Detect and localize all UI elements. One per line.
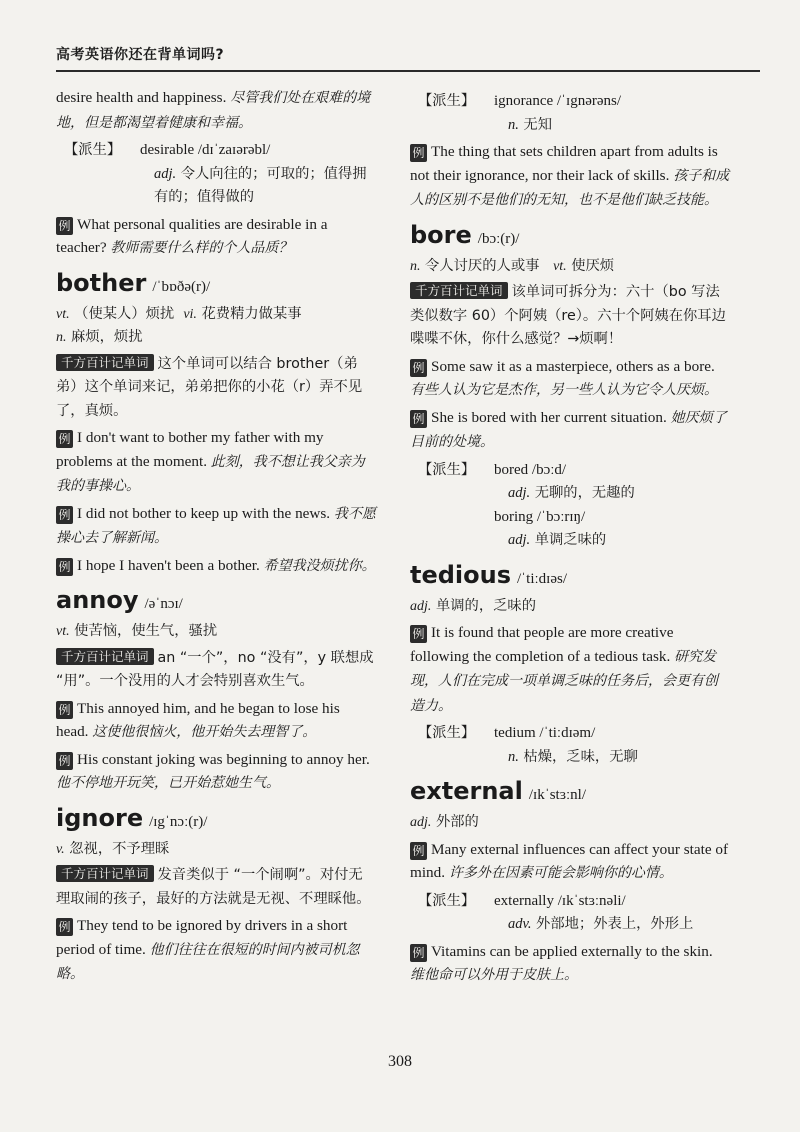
derivation-label: 【派生】	[64, 142, 122, 158]
example-icon: 例	[56, 701, 73, 719]
example-zh: 希望我没烦扰你。	[263, 557, 376, 574]
headword: tedious	[410, 560, 512, 589]
senses	[56, 326, 376, 350]
example-en: She is bored with her current situation.	[431, 408, 667, 426]
derived-word: boring	[494, 508, 534, 525]
phonetic: /ɪgˈnɔː(r)/	[149, 813, 208, 830]
mnemonic	[56, 353, 376, 424]
example-icon: 例	[410, 359, 427, 377]
headword: external	[410, 777, 523, 805]
example-zh: 维他命可以外用于皮肤上。	[410, 967, 578, 983]
example-zh: 此刻，我不想让我父亲为我的事操心。	[56, 453, 365, 494]
derivation-desirable	[56, 139, 376, 210]
example	[410, 140, 730, 213]
derivation-tedium	[410, 722, 730, 769]
definition: 花费精力做某事	[201, 305, 302, 322]
example-zh: 研究发现，人们在完成一项单调乏味的任务后，会更有创造力。	[410, 648, 718, 714]
definition: 外部地；外表上，外形上	[536, 916, 694, 932]
example	[56, 502, 376, 551]
mnemonic-text: an “一个”，no “没有”，y 联想成 “用”。一个没用的人才会特别喜欢生气。	[56, 649, 374, 689]
mnemonic	[410, 281, 730, 352]
definition: （使某人）烦扰	[74, 305, 175, 322]
part-of-speech: adj.	[154, 165, 177, 182]
part-of-speech: vt.	[56, 624, 70, 639]
running-header	[56, 44, 760, 72]
example	[56, 697, 376, 745]
definition: 使苦恼，使生气，骚扰	[74, 623, 218, 639]
example	[410, 940, 730, 988]
example-zh: 尽管我们处在艰难的境地，但是都渴望着健康和幸福。	[56, 90, 371, 131]
example-icon: 例	[410, 625, 427, 643]
derived-word: desirable	[140, 142, 195, 158]
example-desirable	[56, 213, 376, 261]
part-of-speech: n.	[508, 748, 519, 765]
example-zh: 有些人认为它是杰作，另一些人认为它令人厌烦。	[410, 382, 718, 398]
definition: 令人讨厌的人或事	[425, 257, 540, 274]
definition: 外部的	[435, 814, 479, 830]
derivation-label: 【派生】	[418, 461, 476, 478]
mnemonic	[56, 647, 376, 694]
headword: annoy	[56, 586, 139, 614]
phonetic: /bɔːd/	[531, 461, 567, 478]
definition: 单调的，乏味的	[435, 597, 537, 614]
senses	[410, 595, 730, 619]
intro-example-text	[56, 86, 376, 135]
right-column	[410, 86, 730, 988]
example-zh: 他不停地开玩笑，已开始惹她生气。	[56, 775, 280, 791]
example-icon: 例	[56, 752, 73, 770]
definition: 枯燥，乏味，无聊	[523, 748, 638, 765]
example-en: Many external influences can affect your state of mind.	[410, 840, 729, 881]
derivation-label: 【派生】	[418, 93, 476, 109]
entry-external	[410, 775, 730, 811]
example-en: Some saw it as a masterpiece, others as a bore.	[431, 357, 715, 375]
book-title: 高考英语你还在背单词吗?	[56, 47, 225, 63]
example-zh: 我不愿操心去了解新闻。	[56, 505, 376, 546]
phonetic: /dɪˈzaɪərəbl/	[197, 142, 271, 158]
example-en: This annoyed him, and he began to lose his head.	[56, 699, 340, 740]
page-number: 308	[388, 1053, 412, 1070]
example-en: His constant joking was beginning to annoy her.	[77, 750, 370, 768]
example	[56, 914, 376, 987]
example-icon: 例	[410, 842, 427, 860]
part-of-speech: v.	[56, 841, 65, 857]
example-icon: 例	[56, 217, 73, 235]
derivation-label: 【派生】	[418, 725, 476, 741]
derived-word: bored	[494, 461, 529, 478]
example-en: I did not bother to keep up with the news.	[77, 504, 331, 522]
phonetic: /ˈɪgnərəns/	[556, 93, 622, 109]
phonetic: /əˈnɔɪ/	[144, 596, 183, 612]
example-en: I don't want to bother my father with my problems at the moment.	[56, 429, 324, 470]
example-en: I hope I haven't been a bother.	[77, 556, 260, 574]
example	[56, 426, 376, 499]
headword: bore	[410, 220, 472, 249]
example-en: Vitamins can be applied externally to the skin.	[431, 942, 713, 960]
part-of-speech: n.	[508, 116, 519, 133]
senses	[410, 255, 730, 279]
example	[56, 554, 376, 579]
mnemonic-tag: 千方百计记单词	[410, 282, 508, 299]
part-of-speech: adj.	[508, 485, 531, 501]
example	[410, 355, 730, 403]
example-zh: 教师需要什么样的个人品质？	[110, 240, 293, 256]
example-zh: 这使他很恼火，他开始失去理智了。	[92, 724, 317, 740]
derivation-ignorance	[410, 90, 730, 137]
entry-bother	[56, 267, 376, 303]
mnemonic-text: 该单词可拆分为：六十（bo 写法类似数字 60）个阿姨（re）。六十个阿姨在你耳边喋喋不休，你什么感觉？→烦啊！	[410, 284, 726, 347]
example-icon: 例	[56, 918, 73, 936]
phonetic: /bɔː(r)/	[477, 230, 520, 247]
example-en: They tend to be ignored by drivers in a short period of time.	[56, 917, 348, 958]
senses	[56, 620, 376, 644]
derivation-label: 【派生】	[418, 892, 476, 909]
example-en: What personal qualities are desirable in a teacher?	[56, 215, 328, 256]
part-of-speech: vt.	[553, 258, 567, 274]
mnemonic-text: 这个单词可以结合 brother（弟弟）这个单词来记，弟弟把你的小花（r）弄不见了，真烦。	[56, 355, 363, 419]
mnemonic-text: 发音类似于 “一个闹啊”。对付无理取闹的孩子，最好的方法就是无视、不理睬他。	[56, 867, 371, 907]
part-of-speech: adj.	[410, 598, 432, 614]
example	[56, 748, 376, 796]
derivation-bored	[410, 459, 730, 553]
example-icon: 例	[56, 430, 73, 448]
definition: 无知	[523, 116, 553, 133]
entry-tedious	[410, 559, 730, 595]
example-zh: 她厌烦了目前的处境。	[410, 409, 727, 450]
example-en: The thing that sets children apart from adults is not their ignorance, nor their lack of skills.	[410, 143, 718, 184]
example-icon: 例	[56, 506, 73, 524]
example-icon: 例	[410, 944, 427, 962]
phonetic: /ɪkˈstɜːnəli/	[557, 892, 626, 909]
part-of-speech: vi.	[183, 306, 197, 322]
definition: 忽视，不予理睬	[69, 840, 170, 857]
example	[410, 838, 730, 886]
derivation-externally	[410, 890, 730, 937]
example-en: desire health and happiness.	[56, 89, 227, 106]
phonetic: /ˈbɔːrɪŋ/	[536, 508, 586, 525]
phonetic: /ˈtiːdɪəs/	[517, 570, 568, 587]
part-of-speech: adv.	[508, 916, 532, 932]
example-en: It is found that people are more creative following the completion of a tedious task.	[410, 624, 674, 665]
mnemonic-tag: 千方百计记单词	[56, 648, 154, 665]
definition: 使厌烦	[571, 257, 615, 274]
entry-annoy	[56, 584, 376, 620]
mnemonic	[56, 864, 376, 911]
mnemonic-tag: 千方百计记单词	[56, 354, 154, 371]
example-icon: 例	[410, 410, 427, 428]
definition: 令人向往的；可取的；值得拥有的；值得做的	[154, 165, 367, 205]
part-of-speech: vt.	[56, 306, 70, 322]
entry-bore	[410, 219, 730, 255]
definition: 麻烦，烦扰	[71, 329, 143, 345]
definition: 单调乏味的	[534, 532, 607, 548]
mnemonic-tag: 千方百计记单词	[56, 865, 154, 882]
phonetic: /ɪkˈstɜːnl/	[528, 787, 586, 803]
senses	[56, 303, 376, 327]
example-icon: 例	[410, 144, 427, 162]
definition: 无聊的，无趣的	[534, 485, 635, 501]
derived-word: externally	[494, 892, 554, 909]
part-of-speech: adj.	[508, 532, 531, 548]
senses	[410, 811, 730, 835]
headword: bother	[56, 268, 147, 297]
phonetic: /ˈtiːdɪəm/	[539, 725, 596, 741]
part-of-speech: adj.	[410, 815, 432, 830]
example	[410, 406, 730, 455]
headword: ignore	[56, 803, 144, 832]
example-zh: 孩子和成人的区别不是他们的无知，也不是他们缺乏技能。	[410, 167, 730, 208]
left-column	[56, 86, 376, 987]
entry-ignore	[56, 802, 376, 838]
derived-word: ignorance	[494, 93, 554, 109]
example-zh: 他们往往在很短的时间内被司机忽略。	[56, 941, 360, 982]
senses	[56, 838, 376, 862]
phonetic: /ˈbɒðə(r)/	[152, 278, 211, 295]
derived-word: tedium	[494, 725, 536, 741]
part-of-speech: n.	[56, 330, 67, 345]
example	[410, 621, 730, 718]
example-zh: 许多外在因素可能会影响你的心情。	[448, 865, 673, 881]
example-icon: 例	[56, 558, 73, 576]
part-of-speech: n.	[410, 258, 421, 274]
